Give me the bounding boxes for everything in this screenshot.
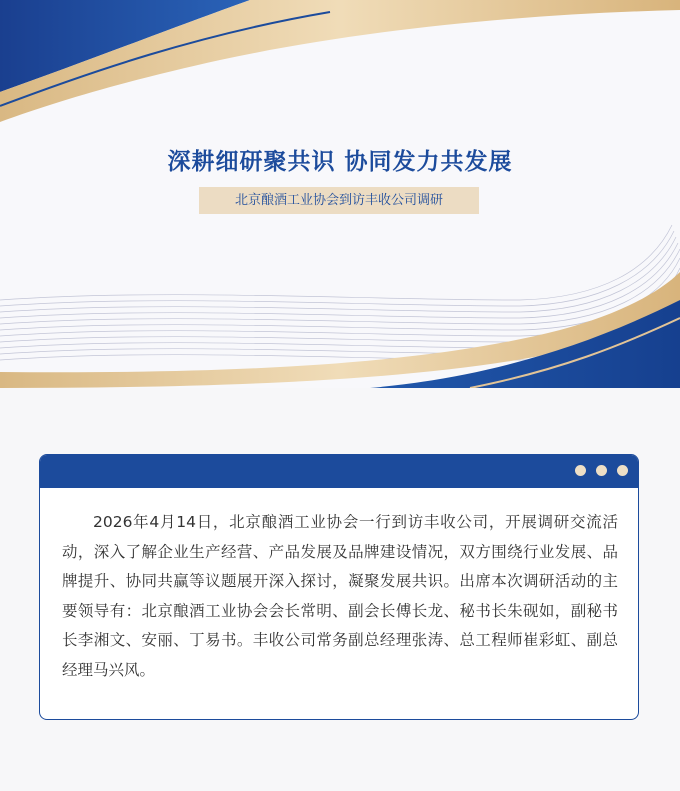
article-card — [39, 454, 639, 720]
dot-icon — [575, 465, 586, 476]
page-title: 深耕细研聚共识 协同发力共发展 — [167, 149, 513, 175]
card-header — [40, 455, 638, 488]
hero-banner — [0, 0, 680, 388]
window-dots — [575, 465, 628, 476]
dot-icon — [617, 465, 628, 476]
dot-icon — [596, 465, 607, 476]
subtitle-banner: 北京酿酒工业协会到访丰收公司调研 — [199, 187, 479, 214]
article-paragraph: 2026年4月14日，北京酿酒工业协会一行到访丰收公司，开展调研交流活动，深入了解企业生产经营、产品发展及品牌建设情况，双方围绕行业发展、品牌提升、协同共赢等议题展开深入探讨，凝聚发展共识。出席本次调研活动的主要领导有：北京酿酒工业协会会长常明、副会长傅长龙、秘书长朱砚如，副秘书长李湘文、安丽、丁易书。丰收公司常务副总经理张涛、总工程师崔彩虹、副总经理马兴风。 — [62, 513, 618, 679]
